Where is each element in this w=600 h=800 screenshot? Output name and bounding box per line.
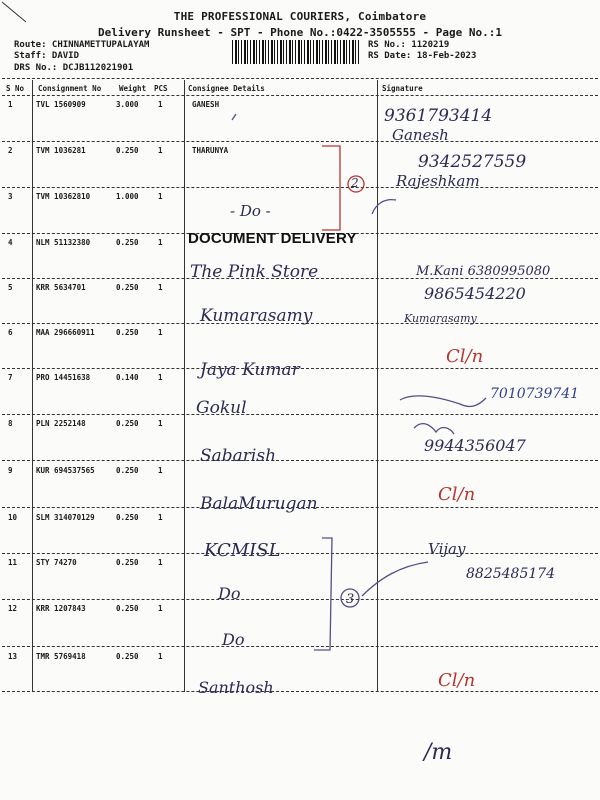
row-weight: 0.250 <box>116 466 139 475</box>
row-sno: 13 <box>8 652 18 661</box>
staff: Staff: DAVID <box>14 51 80 61</box>
company-name: THE PROFESSIONAL COURIERS, Coimbatore <box>173 10 427 23</box>
row-pcs: 1 <box>158 100 163 109</box>
row-sno: 4 <box>8 238 13 247</box>
row-weight: 0.250 <box>116 604 139 613</box>
circle-mark-3 <box>341 589 359 607</box>
hw-ditto-row12: Do <box>222 630 245 649</box>
col-header-sno: S No <box>6 84 25 93</box>
row-consignment-no: KRR 5634701 <box>36 283 86 292</box>
col-header-signature: Signature <box>382 84 423 93</box>
row-pcs: 1 <box>158 466 163 475</box>
row-pcs: 1 <box>158 652 163 661</box>
row-weight: 0.250 <box>116 238 139 247</box>
row-weight: 0.250 <box>116 283 139 292</box>
col-header-consignment: Consignment No <box>38 84 102 93</box>
hw-phone-row5: 9865454220 <box>424 284 526 303</box>
row-pcs: 1 <box>158 604 163 613</box>
row-sno: 8 <box>8 419 13 428</box>
row-pcs: 1 <box>158 373 163 382</box>
row-consignment-no: TMR 5769418 <box>36 652 86 661</box>
hw-name-row10: KCMISL <box>204 540 281 561</box>
row-sno: 1 <box>8 100 13 109</box>
hw-phone-row1: 9361793414 <box>384 106 493 126</box>
scribble-row7 <box>400 396 486 407</box>
row-sno: 11 <box>8 558 18 567</box>
row-weight: 3.000 <box>116 100 139 109</box>
row-consignment-no: MAA 296660911 <box>36 328 95 337</box>
row-pcs: 1 <box>158 419 163 428</box>
tick-row1 <box>232 114 236 120</box>
row-sno: 7 <box>8 373 13 382</box>
hw-phone-row7: 7010739741 <box>490 386 580 402</box>
route: Route: CHINNAMETTUPALAYAM <box>14 40 150 50</box>
rs-date: RS Date: 18-Feb-2023 <box>368 51 477 61</box>
row-pcs: 1 <box>158 283 163 292</box>
bracket-rows-2-3 <box>322 146 340 230</box>
hw-name-row13: Santhosh <box>198 678 274 697</box>
row-pcs: 1 <box>158 146 163 155</box>
arrow-row11 <box>362 562 428 596</box>
col-header-weight: Weight <box>119 84 147 93</box>
row-pcs: 1 <box>158 513 163 522</box>
hw-ditto-row3: - Do - <box>230 202 271 220</box>
row-weight: 0.250 <box>116 419 139 428</box>
row-consignment-no: STY 74270 <box>36 558 77 567</box>
hw-phone-row2: 9342527559 <box>418 152 527 172</box>
hw-cl-row6: Cl/n <box>446 346 484 367</box>
row-sno: 5 <box>8 283 13 292</box>
row-sno: 9 <box>8 466 13 475</box>
hw-phone-row8: 9944356047 <box>424 436 526 455</box>
arrow-row3 <box>372 200 396 214</box>
hw-sign-row2: Rajeshkam <box>396 172 480 190</box>
drs-number: DRS No.: DCJB112021901 <box>14 63 134 73</box>
row-consignment-no: TVL 1560909 <box>36 100 86 109</box>
row-consignment-no: TVM 10362810 <box>36 192 91 201</box>
row-consignee: THARUNYA <box>192 146 229 155</box>
hw-phone-row11: 8825485174 <box>466 566 556 582</box>
hw-cl-row13: Cl/n <box>438 670 476 691</box>
hw-mark-3: 3 <box>346 592 355 607</box>
row-weight: 0.250 <box>116 513 139 522</box>
hw-mark-2: 2 <box>351 176 359 190</box>
row-sno: 2 <box>8 146 13 155</box>
hw-name-row8: Sabarish <box>200 446 277 466</box>
row-consignment-no: TVM 1036281 <box>36 146 86 155</box>
hw-bottom-mark: /m <box>424 740 453 765</box>
row-consignment-no: KUR 694537565 <box>36 466 95 475</box>
row-consignment-no: PLN 2252148 <box>36 419 86 428</box>
row-sno: 3 <box>8 192 13 201</box>
row-sno: 6 <box>8 328 13 337</box>
rs-number: RS No.: 1120219 <box>368 40 450 50</box>
hw-sign-row5: Kumarasamy <box>404 312 477 325</box>
col-header-pcs: PCS <box>154 84 168 93</box>
row-pcs: 1 <box>158 238 163 247</box>
row-pcs: 1 <box>158 192 163 201</box>
row-consignment-no: KRR 1207843 <box>36 604 86 613</box>
row-consignment-no: SLM 314070129 <box>36 513 95 522</box>
row-consignee: GANESH <box>192 100 220 109</box>
row-weight: 0.250 <box>116 146 139 155</box>
hw-ditto-row11: Do <box>218 584 241 603</box>
hw-name-row5: Kumarasamy <box>200 306 313 326</box>
row-pcs: 1 <box>158 328 163 337</box>
hw-cl-row9: Cl/n <box>438 484 476 505</box>
row-weight: 0.250 <box>116 328 139 337</box>
hw-name-row6: Jaya Kumar <box>200 360 300 380</box>
row-weight: 0.250 <box>116 558 139 567</box>
row-weight: 1.000 <box>116 192 139 201</box>
col-header-consignee: Consignee Details <box>188 84 265 93</box>
row-consignment-no: PRO 14451638 <box>36 373 91 382</box>
hw-note-row4: M.Kani 6380995080 <box>416 264 551 279</box>
scribble-row8 <box>414 424 454 434</box>
circle-mark-2 <box>348 176 364 192</box>
bracket-rows-10-12 <box>314 538 332 650</box>
runsheet-title: Delivery Runsheet - SPT - Phone No.:0422-3505555 - Page No.:1 <box>98 26 502 39</box>
hw-name-row9: BalaMurugan <box>200 494 318 514</box>
hw-name-row4: The Pink Store <box>190 262 319 282</box>
row-weight: 0.250 <box>116 652 139 661</box>
document-delivery-stamp: DOCUMENT DELIVERY <box>188 230 357 247</box>
hw-name-row7: Gokul <box>196 398 247 418</box>
row-sno: 10 <box>8 513 18 522</box>
row-consignment-no: NLM 51132380 <box>36 238 91 247</box>
row-weight: 0.140 <box>116 373 139 382</box>
hw-sign-row1: Ganesh <box>392 126 449 144</box>
hw-sign-row10: Vijay <box>428 540 466 558</box>
row-sno: 12 <box>8 604 18 613</box>
row-pcs: 1 <box>158 558 163 567</box>
